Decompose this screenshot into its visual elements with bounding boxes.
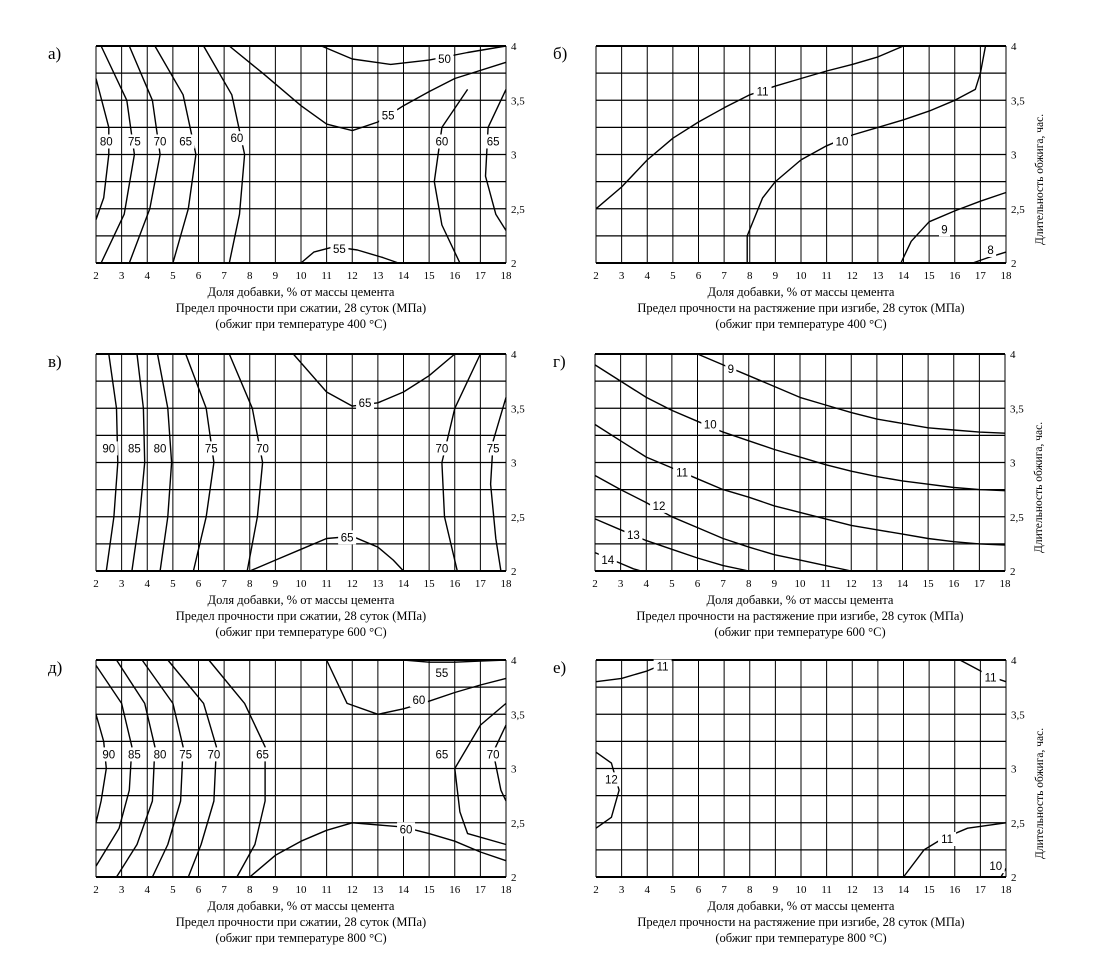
contour-line <box>491 397 506 571</box>
contour-label: 70 <box>207 749 221 762</box>
x-tick-label: 7 <box>721 270 727 282</box>
chart-panel <box>40 38 580 358</box>
x-tick-label: 9 <box>772 270 779 282</box>
chart-subtitle: Предел прочности на растяжение при изгибе, 28 суток (МПа) <box>636 609 964 623</box>
x-tick-label: 13 <box>372 270 384 282</box>
y-tick-label: 3,5 <box>511 95 525 108</box>
contour-line <box>229 46 506 131</box>
contour-label: 70 <box>486 749 500 762</box>
x-tick-label: 2 <box>93 578 99 590</box>
x-tick-label: 4 <box>643 578 649 590</box>
x-tick-label: 3 <box>618 884 625 896</box>
x-tick-label: 11 <box>321 270 332 282</box>
x-tick-label: 2 <box>93 884 99 896</box>
x-tick-label: 4 <box>144 270 150 282</box>
x-tick-label: 6 <box>695 884 702 896</box>
panel-label: б) <box>553 44 568 63</box>
x-tick-label: 3 <box>118 884 125 896</box>
contour-label: 10 <box>835 136 849 149</box>
contour-label: 90 <box>102 443 116 456</box>
x-tick-label: 14 <box>398 884 409 896</box>
x-axis-label: Доля добавки, % от массы цемента <box>706 593 894 607</box>
contour-label: 80 <box>99 136 113 149</box>
contour-label: 75 <box>128 136 141 149</box>
contour-label: 65 <box>256 749 269 762</box>
x-tick-label: 13 <box>872 884 884 896</box>
contour-label: 9 <box>727 364 735 377</box>
y-tick-label: 2 <box>511 872 517 884</box>
contour-label: 14 <box>601 555 615 568</box>
contour-label: 75 <box>204 443 218 456</box>
contour-label: 80 <box>153 443 167 456</box>
contour-label: 70 <box>435 443 449 456</box>
x-axis-label: Доля добавки, % от массы цемента <box>207 899 395 913</box>
contour-label: 55 <box>333 243 346 256</box>
x-tick-label: 11 <box>821 884 832 896</box>
y-tick-label: 4 <box>511 655 517 667</box>
chart-subtitle-temperature: (обжиг при температуре 800 °С) <box>715 931 887 945</box>
contour-label: 80 <box>153 749 167 762</box>
y-tick-label: 2 <box>511 566 517 578</box>
contour-label: 60 <box>399 824 413 837</box>
chart-subtitle: Предел прочности на растяжение при изгибе, 28 суток (МПа) <box>637 915 965 929</box>
chart-subtitle: Предел прочности на растяжение при изгибе, 28 суток (МПа) <box>637 301 965 315</box>
panel-label: в) <box>48 352 62 371</box>
contour-line <box>96 665 132 866</box>
x-axis-label: Доля добавки, % от массы цемента <box>707 899 895 913</box>
x-tick-label: 12 <box>346 578 358 590</box>
x-tick-label: 18 <box>1000 884 1012 896</box>
y-tick-label: 3,5 <box>511 709 525 722</box>
x-tick-label: 11 <box>820 578 831 590</box>
x-tick-label: 18 <box>500 578 512 590</box>
chart-subtitle-temperature: (обжиг при температуре 600 °С) <box>215 625 387 639</box>
x-tick-label: 8 <box>247 578 253 590</box>
y-tick-label: 2 <box>511 258 517 270</box>
x-tick-label: 5 <box>170 578 176 590</box>
x-tick-label: 17 <box>973 578 985 590</box>
x-tick-label: 7 <box>221 884 227 896</box>
x-tick-label: 11 <box>321 884 332 896</box>
x-tick-label: 3 <box>118 270 125 282</box>
contour-line <box>301 247 398 263</box>
y-axis-label: Длительность обжига, час. <box>1033 421 1045 553</box>
x-tick-label: 9 <box>772 884 779 896</box>
chart-panel <box>545 38 1085 358</box>
x-tick-label: 13 <box>872 270 884 282</box>
contour-label: 9 <box>941 224 948 237</box>
x-tick-label: 10 <box>794 578 806 590</box>
y-tick-label: 4 <box>511 349 517 361</box>
y-tick-label: 2 <box>1011 872 1017 884</box>
y-tick-label: 4 <box>1010 349 1016 361</box>
x-tick-label: 14 <box>898 270 909 282</box>
x-tick-label: 5 <box>170 270 176 282</box>
y-tick-label: 3 <box>511 149 517 162</box>
x-tick-label: 8 <box>247 270 253 282</box>
x-tick-label: 11 <box>321 578 332 590</box>
x-tick-label: 15 <box>923 270 935 282</box>
contour-label: 90 <box>102 749 116 762</box>
x-tick-label: 9 <box>272 578 279 590</box>
contour-label: 65 <box>435 749 449 762</box>
contour-label: 8 <box>987 244 994 257</box>
panel-label: а) <box>48 44 62 63</box>
chart-subtitle: Предел прочности при сжатии, 28 суток (МПа) <box>175 301 427 315</box>
x-tick-label: 7 <box>221 270 227 282</box>
x-tick-label: 13 <box>372 578 384 590</box>
x-axis-label: Доля добавки, % от массы цемента <box>707 285 895 299</box>
contour-plot <box>40 652 546 907</box>
contour-label: 75 <box>179 749 193 762</box>
contour-plot <box>545 38 1046 293</box>
contour-plot <box>545 346 1045 601</box>
chart-subtitle-temperature: (обжиг при температуре 600 °С) <box>714 625 886 639</box>
contour-label: 13 <box>627 530 640 543</box>
y-tick-label: 4 <box>511 41 517 53</box>
x-tick-label: 2 <box>593 884 599 896</box>
contour-label: 60 <box>412 695 426 708</box>
y-tick-label: 2,5 <box>511 203 525 216</box>
contour-label: 65 <box>340 532 354 545</box>
y-tick-label: 2 <box>1010 566 1016 578</box>
y-tick-label: 2,5 <box>1011 817 1025 830</box>
chart-panel <box>545 652 1085 972</box>
contour-label: 10 <box>703 419 717 432</box>
contour-label: 70 <box>256 443 269 456</box>
chart-subtitle: Предел прочности при сжатии, 28 суток (МПа) <box>175 915 427 929</box>
x-tick-label: 5 <box>670 884 676 896</box>
y-axis-label: Длительность обжига, час. <box>1034 727 1046 859</box>
contour-label: 65 <box>179 136 193 149</box>
contour-label: 11 <box>941 834 954 847</box>
x-tick-label: 16 <box>449 578 461 590</box>
contour-label: 10 <box>989 861 1003 874</box>
y-tick-label: 3,5 <box>1011 709 1025 722</box>
contour-plot <box>545 652 1046 907</box>
x-tick-label: 18 <box>999 578 1011 590</box>
chart-panel <box>40 652 580 972</box>
x-tick-label: 14 <box>398 578 409 590</box>
x-tick-label: 10 <box>295 270 307 282</box>
chart-subtitle-temperature: (обжиг при температуре 400 °С) <box>215 317 387 331</box>
contour-label: 12 <box>604 774 618 787</box>
x-tick-label: 9 <box>272 884 279 896</box>
x-tick-label: 17 <box>474 270 486 282</box>
x-tick-label: 3 <box>118 578 125 590</box>
y-tick-label: 4 <box>1011 41 1017 53</box>
panel-label: г) <box>553 352 566 371</box>
x-tick-label: 7 <box>721 884 727 896</box>
x-tick-label: 14 <box>398 270 409 282</box>
x-tick-label: 16 <box>949 884 961 896</box>
x-axis-label: Доля добавки, % от массы цемента <box>207 593 395 607</box>
contour-label: 60 <box>435 136 449 149</box>
x-tick-label: 12 <box>346 884 358 896</box>
y-tick-label: 2,5 <box>511 817 525 830</box>
x-tick-label: 16 <box>948 578 960 590</box>
chart-panel <box>40 346 580 666</box>
contour-label: 65 <box>486 136 500 149</box>
contour-label: 11 <box>984 672 997 685</box>
x-tick-label: 5 <box>669 578 675 590</box>
chart-panel <box>545 346 1085 666</box>
panel-label: е) <box>553 658 567 677</box>
x-tick-label: 5 <box>170 884 176 896</box>
x-tick-label: 3 <box>618 270 625 282</box>
contour-line <box>322 46 507 67</box>
x-axis-label: Доля добавки, % от массы цемента <box>207 285 395 299</box>
x-tick-label: 8 <box>747 884 753 896</box>
y-tick-label: 2 <box>1011 258 1017 270</box>
x-tick-label: 11 <box>821 270 832 282</box>
y-tick-label: 2,5 <box>1011 203 1025 216</box>
x-tick-label: 10 <box>795 270 807 282</box>
x-tick-label: 2 <box>93 270 99 282</box>
x-tick-label: 4 <box>644 270 650 282</box>
x-tick-label: 10 <box>795 884 807 896</box>
x-tick-label: 16 <box>449 884 461 896</box>
x-tick-label: 4 <box>144 884 150 896</box>
contour-plot <box>40 346 546 601</box>
contour-label: 12 <box>652 500 666 513</box>
contour-label: 11 <box>656 661 669 674</box>
contour-label: 55 <box>435 668 449 681</box>
x-tick-label: 12 <box>346 270 358 282</box>
contour-label: 75 <box>486 443 500 456</box>
contour-label: 85 <box>128 443 141 456</box>
x-tick-label: 15 <box>922 578 934 590</box>
x-tick-label: 16 <box>949 270 961 282</box>
chart-subtitle: Предел прочности при сжатии, 28 суток (МПа) <box>175 609 427 623</box>
x-tick-label: 15 <box>423 578 435 590</box>
x-tick-label: 18 <box>1000 270 1012 282</box>
x-tick-label: 8 <box>247 884 253 896</box>
y-axis-label: Длительность обжига, час. <box>1034 113 1046 245</box>
x-tick-label: 13 <box>372 884 384 896</box>
contour-line <box>434 89 467 263</box>
y-tick-label: 3 <box>511 763 517 776</box>
x-tick-label: 18 <box>500 270 512 282</box>
contour-label: 65 <box>358 397 372 410</box>
y-tick-label: 2,5 <box>1010 511 1024 524</box>
x-tick-label: 6 <box>695 270 702 282</box>
x-tick-label: 4 <box>644 884 650 896</box>
x-tick-label: 3 <box>617 578 624 590</box>
x-tick-label: 17 <box>474 578 486 590</box>
x-tick-label: 13 <box>871 578 883 590</box>
x-tick-label: 10 <box>295 578 307 590</box>
x-tick-label: 12 <box>845 578 857 590</box>
contour-label: 50 <box>438 54 451 67</box>
x-tick-label: 14 <box>898 884 909 896</box>
x-tick-label: 2 <box>593 270 599 282</box>
x-tick-label: 2 <box>592 578 598 590</box>
contour-label: 70 <box>153 136 167 149</box>
x-tick-label: 9 <box>272 270 279 282</box>
x-tick-label: 15 <box>423 884 435 896</box>
x-tick-label: 5 <box>670 270 676 282</box>
contour-line <box>493 725 506 801</box>
x-tick-label: 4 <box>144 578 150 590</box>
contour-line <box>596 752 619 828</box>
chart-subtitle-temperature: (обжиг при температуре 800 °С) <box>215 931 387 945</box>
y-tick-label: 3 <box>1011 763 1017 776</box>
panel-label: д) <box>48 658 63 677</box>
x-tick-label: 18 <box>500 884 512 896</box>
x-tick-label: 17 <box>974 884 986 896</box>
contour-label: 11 <box>756 86 769 99</box>
x-tick-label: 16 <box>449 270 461 282</box>
contour-label: 60 <box>230 133 244 146</box>
x-tick-label: 10 <box>295 884 307 896</box>
x-tick-label: 7 <box>720 578 726 590</box>
contour-label: 85 <box>128 749 141 762</box>
x-tick-label: 6 <box>694 578 701 590</box>
x-tick-label: 6 <box>195 884 202 896</box>
y-tick-label: 4 <box>1011 655 1017 667</box>
x-tick-label: 17 <box>474 884 486 896</box>
contour-label: 55 <box>381 110 395 123</box>
x-tick-label: 15 <box>423 270 435 282</box>
x-tick-label: 15 <box>923 884 935 896</box>
chart-subtitle-temperature: (обжиг при температуре 400 °С) <box>715 317 887 331</box>
x-tick-label: 17 <box>974 270 986 282</box>
y-tick-label: 3 <box>1011 149 1017 162</box>
x-tick-label: 9 <box>771 578 778 590</box>
y-tick-label: 3,5 <box>1011 95 1025 108</box>
y-tick-label: 3,5 <box>1010 403 1024 416</box>
x-tick-label: 12 <box>846 270 858 282</box>
x-tick-label: 12 <box>846 884 858 896</box>
y-tick-label: 3 <box>511 457 517 470</box>
x-tick-label: 6 <box>195 270 202 282</box>
y-tick-label: 2,5 <box>511 511 525 524</box>
x-tick-label: 8 <box>746 578 752 590</box>
y-tick-label: 3,5 <box>511 403 525 416</box>
contour-plot <box>40 38 546 293</box>
x-tick-label: 14 <box>897 578 908 590</box>
x-tick-label: 8 <box>747 270 753 282</box>
x-tick-label: 7 <box>221 578 227 590</box>
contour-label: 11 <box>676 467 689 480</box>
x-tick-label: 6 <box>195 578 202 590</box>
y-tick-label: 3 <box>1010 457 1016 470</box>
